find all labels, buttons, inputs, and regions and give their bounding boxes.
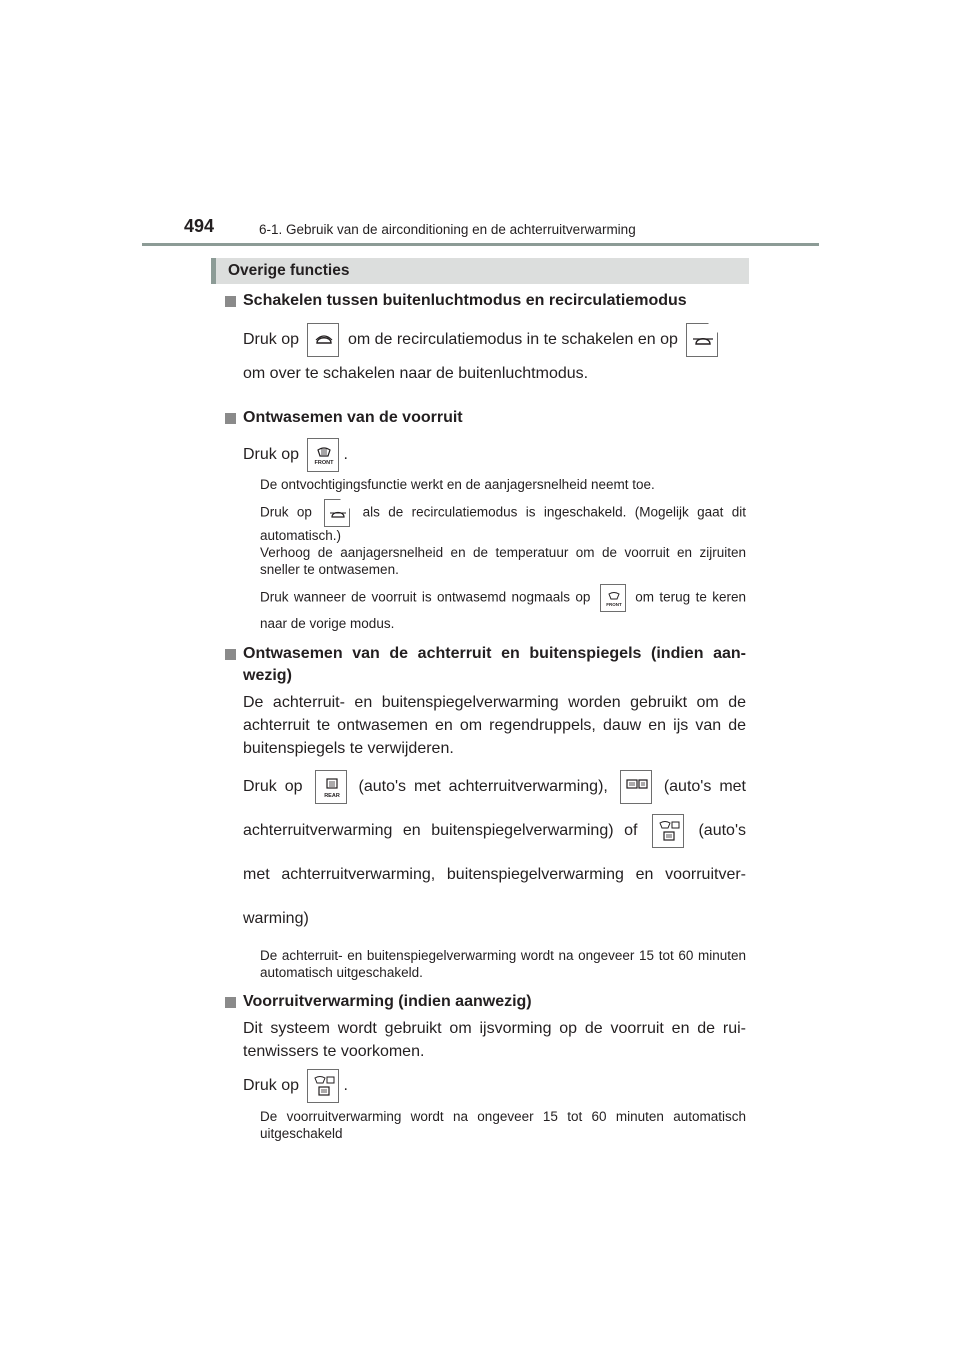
front-icon-label: FRONT — [606, 602, 622, 608]
windshield-heater-button-icon[interactable] — [307, 1069, 339, 1103]
text: (auto's met achterruitverwarming en buitenspiegelverwarming) of — [243, 778, 746, 840]
front-defroster-button-icon[interactable] — [307, 438, 339, 472]
text: om terug te keren naar de vorige modus. — [260, 590, 746, 632]
rear-mirror-windshield-defogger-button-icon[interactable] — [652, 814, 684, 848]
outside-air-button-icon[interactable] — [686, 323, 718, 357]
text: De voorruitverwarming wordt na ongeveer 15 tot 60 minuten automatisch uitgeschakeld — [260, 1108, 746, 1141]
header-rule — [142, 243, 819, 246]
text: om over te schakelen naar de buitenluchtmodus. — [243, 365, 589, 383]
windshield-paragraph-1 — [243, 1017, 746, 1063]
content — [224, 290, 746, 1142]
front-defroster-button-icon[interactable] — [600, 584, 626, 612]
section-bar — [211, 258, 749, 284]
text: Verhoog de aanjagersnelheid en de temperatuur om de voorruit en zijruiten sneller te ontwasemen. — [260, 545, 746, 578]
heading-text: Schakelen tussen buitenluchtmodus en recirculatiemodus — [243, 292, 687, 309]
heading-text: Voorruitverwarming (indien aanwezig) — [243, 993, 532, 1011]
text: Druk op — [243, 331, 300, 349]
front-icon-label: FRONT — [315, 460, 334, 467]
front-paragraph — [243, 438, 746, 472]
front-note-1 — [260, 476, 746, 493]
rear-and-mirror-defogger-button-icon[interactable] — [620, 770, 652, 804]
heading-front-defog — [224, 407, 746, 429]
heading-text: Ontwasemen van de achterruit en buitenspiegels (indien aanwezig) — [243, 645, 746, 685]
text: Druk op — [243, 1077, 300, 1095]
text: . — [343, 1077, 348, 1095]
text: als de recirculatiemodus is ingeschakeld. (Mogelijk gaat dit automatisch.) — [260, 505, 746, 544]
text: (auto's met achterruitverwarming), — [358, 778, 608, 796]
heading-windshield-heater — [224, 991, 746, 1013]
section-title: Overige functies — [228, 262, 350, 279]
bullet-square-icon — [225, 296, 236, 307]
heading-text: Ontwasemen van de voorruit — [243, 409, 463, 427]
front-note-3 — [260, 584, 746, 635]
page-number: 494 — [184, 216, 215, 236]
rear-paragraph-2 — [243, 765, 746, 941]
windshield-note — [260, 1108, 746, 1142]
rear-defogger-button-icon[interactable] — [315, 770, 347, 804]
text: (auto's met achterruitverwarming, buitenspiegelverwarming en voorruitverwarming) — [243, 822, 746, 928]
bullet-square-icon — [225, 413, 236, 424]
front-note-2 — [260, 499, 746, 578]
text: Druk wanneer de voorruit is ontwasemd nogmaals op — [260, 590, 591, 606]
text: Dit systeem wordt gebruikt om ijsvorming op de voorruit en de ruitenwissers te voorkomen. — [243, 1020, 746, 1061]
bullet-square-icon — [225, 997, 236, 1008]
rear-note — [260, 947, 746, 981]
rear-icon-label: REAR — [323, 793, 340, 800]
text: Druk op — [243, 778, 303, 796]
text: De ontvochtigingsfunctie werkt en de aanjagersnelheid neemt toe. — [260, 477, 655, 493]
rear-paragraph-1 — [243, 691, 746, 760]
text: Druk op — [243, 446, 300, 464]
text: De achterruit- en buitenspiegelverwarming worden gebruikt om de achterruit te ontwasemen en om regendruppels, dauw en ijs van de buitenspiegels te verwijderen. — [243, 694, 746, 758]
recirc-paragraph — [243, 323, 746, 391]
chapter-title: 6-1. Gebruik van de airconditioning en de achterruitverwarming — [259, 222, 636, 237]
text: . — [343, 446, 348, 464]
recirculation-button-icon[interactable] — [307, 323, 339, 357]
text: om de recirculatiemodus in te schakelen en op — [347, 331, 678, 349]
outside-air-button-icon[interactable] — [324, 499, 350, 527]
heading-rear-defog — [224, 643, 746, 687]
bullet-square-icon — [225, 649, 236, 660]
text: Druk op — [260, 505, 312, 521]
heading-recirculation — [224, 290, 746, 312]
windshield-paragraph-2 — [243, 1069, 746, 1103]
text: De achterruit- en buitenspiegelverwarming wordt na ongeveer 15 tot 60 minuten automatisch uitgeschakeld. — [260, 948, 746, 981]
